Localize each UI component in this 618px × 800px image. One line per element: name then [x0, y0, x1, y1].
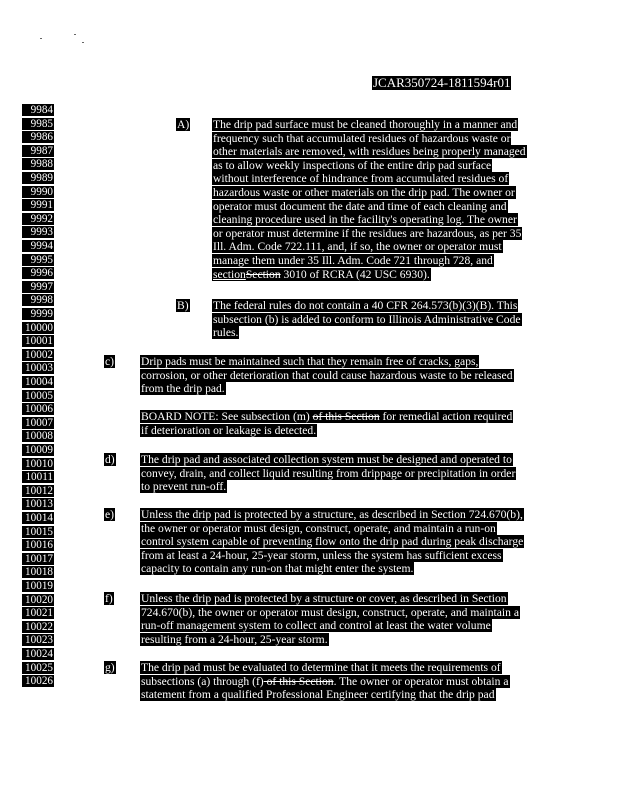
line-number: 10011 — [22, 471, 54, 483]
line-number: 10025 — [22, 662, 54, 674]
subsection-label-b: B) — [177, 299, 189, 312]
line-number: 9999 — [22, 308, 54, 320]
subsection-label-d: d) — [105, 453, 115, 466]
subsection-b-text: The federal rules do not contain a 40 CFR 264.573(b)(3)(B). This subsection (b) is added to conform to Illinois Administrative Code rules. — [213, 299, 521, 340]
line-number: 9997 — [22, 281, 54, 293]
subsection-c-text: Drip pads must be maintained such that they remain free of cracks, gaps, corrosion, or other deterioration that could cause hazardous waste to be released from the drip pad. — [141, 355, 513, 396]
line-number: 9988 — [22, 158, 54, 170]
line-number: 9993 — [22, 226, 54, 238]
subsection-label-a: A) — [177, 118, 190, 131]
line-number: 10024 — [22, 648, 54, 660]
subsection-label-c: c) — [105, 355, 115, 368]
line-number: 9986 — [22, 131, 54, 143]
scan-speck — [40, 38, 42, 39]
line-number: 9985 — [22, 118, 54, 130]
line-number: 10013 — [22, 498, 54, 510]
subsection-e-text: Unless the drip pad is protected by a structure, as described in Section 724.670(b), the owner or operator must design, construct, operate, and maintain a run-on control system capable of preventing flow onto the drip pad during peak discharge from at least a 24-hour, 25-year storm, unless the system has sufficient excess capacity to contain any run-on that might enter the system. — [141, 508, 524, 576]
scan-speck — [74, 34, 76, 35]
line-number: 10006 — [22, 403, 54, 415]
line-number: 10002 — [22, 349, 54, 361]
line-number: 9996 — [22, 267, 54, 279]
line-number: 9998 — [22, 294, 54, 306]
line-number: 10001 — [22, 335, 54, 347]
subsection-d-text: The drip pad and associated collection system must be designed and operated to convey, drain, and collect liquid resulting from drippage or precipitation in order to prevent run-off. — [141, 453, 516, 494]
line-number: 10023 — [22, 634, 54, 646]
line-number: 10022 — [22, 621, 54, 633]
line-number: 10014 — [22, 512, 54, 524]
line-number: 10021 — [22, 607, 54, 619]
subsection-f-text: Unless the drip pad is protected by a structure or cover, as described in Section 724.670(b), the owner or operator must design, construct, operate, and maintain a run-off management system to collect and control at least the water volume resulting from a 24-hour, 25-year storm. — [141, 592, 519, 646]
scan-speck — [82, 42, 84, 43]
line-number: 10008 — [22, 430, 54, 442]
line-number: 10010 — [22, 458, 54, 470]
line-number: 10000 — [22, 322, 54, 334]
line-number: 9984 — [22, 104, 54, 116]
line-number: 9990 — [22, 186, 54, 198]
line-number: 9991 — [22, 199, 54, 211]
line-number: 10026 — [22, 675, 54, 687]
line-number: 10018 — [22, 566, 54, 578]
line-number: 9995 — [22, 254, 54, 266]
line-number: 10019 — [22, 580, 54, 592]
subsection-label-f: f) — [105, 592, 113, 605]
line-number: 10009 — [22, 444, 54, 456]
line-number: 9994 — [22, 240, 54, 252]
subsection-label-e: e) — [105, 508, 115, 521]
line-number: 10005 — [22, 390, 54, 402]
subsection-label-g: g) — [105, 661, 115, 674]
line-number: 10012 — [22, 485, 54, 497]
line-number: 10016 — [22, 539, 54, 551]
line-number: 10015 — [22, 526, 54, 538]
line-number: 10003 — [22, 362, 54, 374]
line-number: 10004 — [22, 376, 54, 388]
board-note: BOARD NOTE: See subsection (m) of this Section for remedial action required if deterioration or leakage is detected. — [141, 410, 513, 437]
document-id: JCAR350724-1811594r01 — [373, 75, 511, 90]
subsection-g-text: The drip pad must be evaluated to determine that it meets the requirements of subsections (a) through (f) of this Section. The owner or operator must obtain a statement from a qualified Professional Engineer certifying that the drip pad — [141, 661, 509, 702]
line-number: 9987 — [22, 145, 54, 157]
line-number: 9992 — [22, 213, 54, 225]
line-number: 10017 — [22, 553, 54, 565]
line-number: 10020 — [22, 594, 54, 606]
line-number: 9989 — [22, 172, 54, 184]
subsection-a-text: The drip pad surface must be cleaned thoroughly in a manner and frequency such that accumulated residues of hazardous waste or other materials are removed, with residues being properly managed as to allow weekly inspections of the entire drip pad surface without interference of hindrance from accumulated residues of hazardous waste or other materials on the drip pad. The owner or operator must document the date and time of each cleaning and cleaning procedure used in the facility's operating log. The owner or operator must determine if the residues are hazardous, as per 35 Ill. Adm. Code 722.111, and, if so, the owner or operator must manage them under 35 Ill. Adm. Code 721 through 728, and sectionSection 3010 of RCRA (42 USC 6930). — [213, 118, 526, 281]
line-number: 10007 — [22, 417, 54, 429]
